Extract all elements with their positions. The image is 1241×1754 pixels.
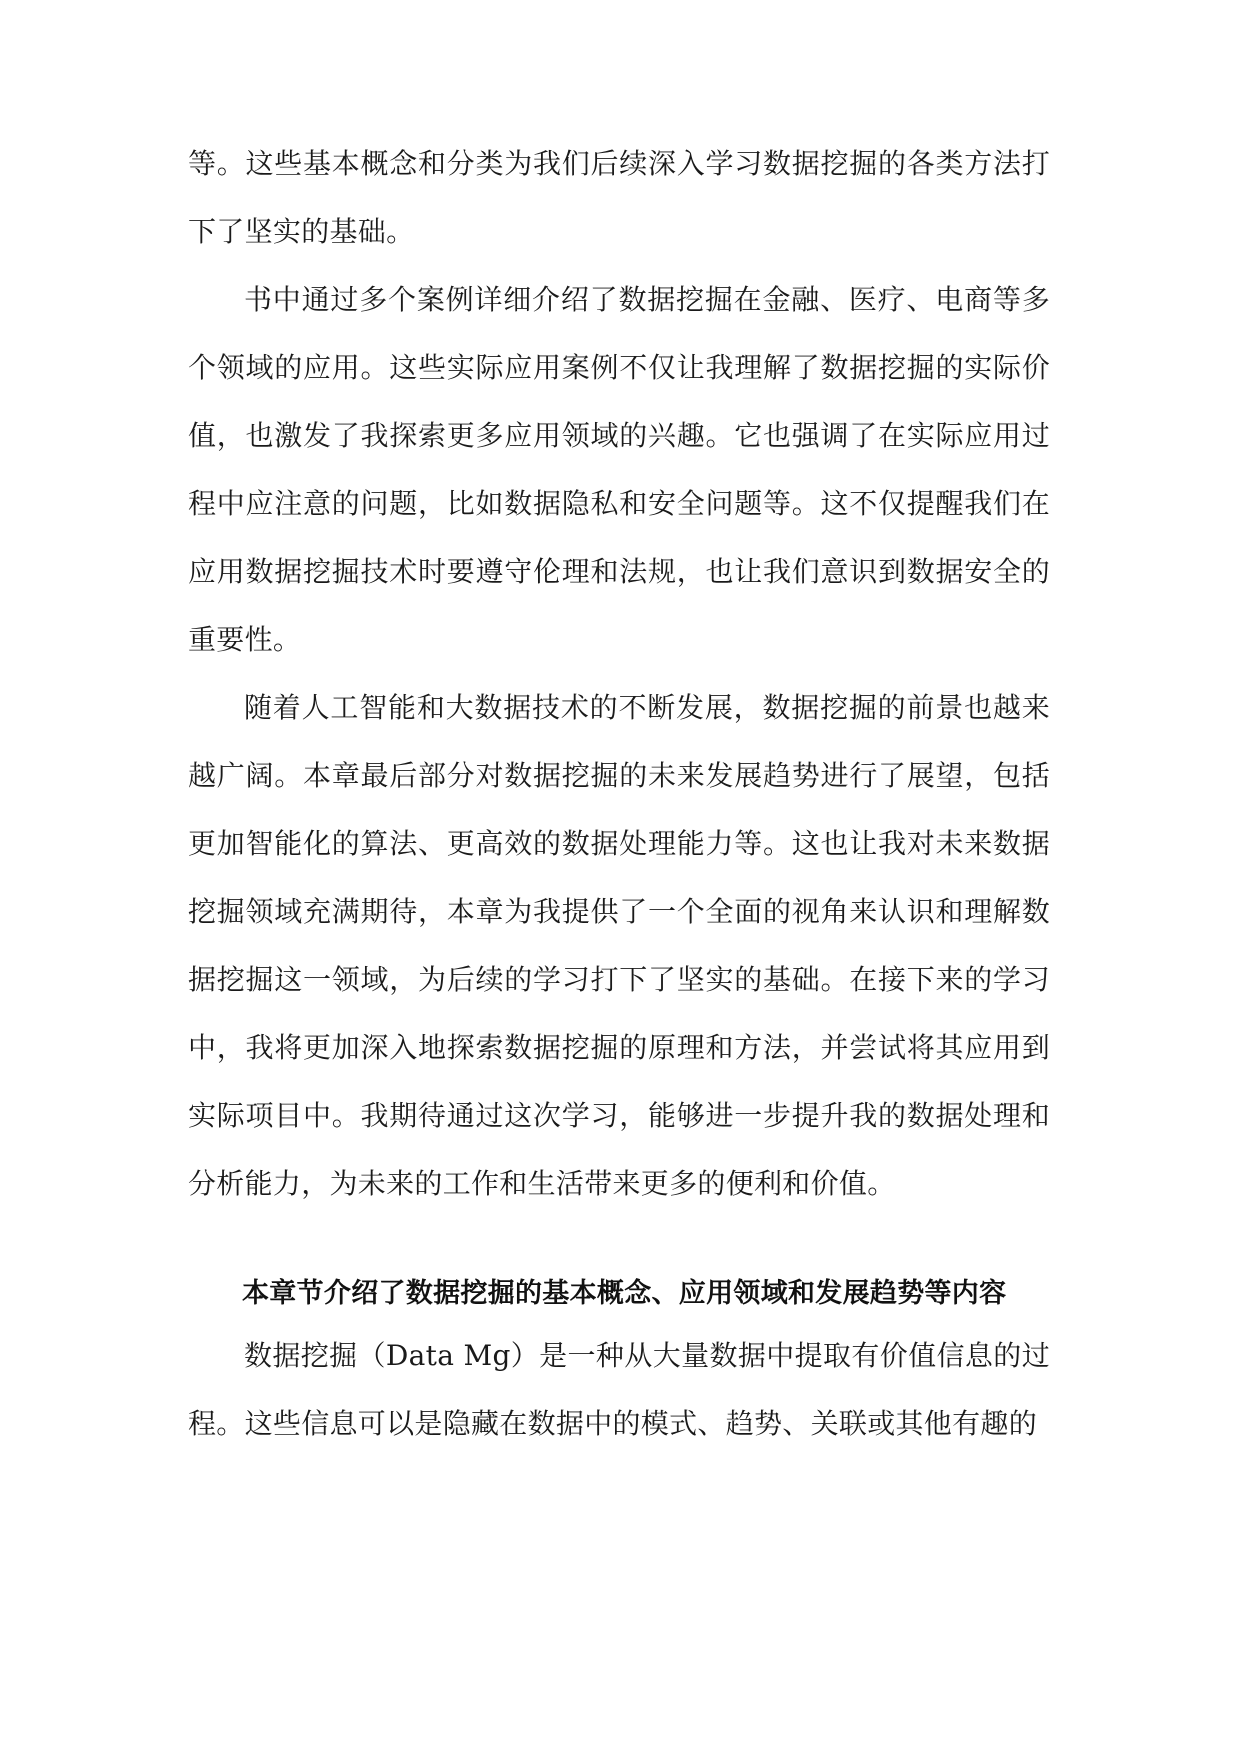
paragraph-definition: 数据挖掘（Data Mg）是一种从大量数据中提取有价值信息的过程。这些信息可以是隐藏在数据中的模式、趋势、关联或其他有趣的: [188, 1339, 1050, 1440]
paragraph-continuation: 等。这些基本概念和分类为我们后续深入学习数据挖掘的各类方法打下了坚实的基础。: [188, 147, 1050, 248]
document-body: [188, 130, 1050, 1458]
section-heading: 本章节介绍了数据挖掘的基本概念、应用领域和发展趋势等内容: [242, 1278, 1007, 1309]
paragraph-applications: 书中通过多个案例详细介绍了数据挖掘在金融、医疗、电商等多个领域的应用。这些实际应用案例不仅让我理解了数据挖掘的实际价值，也激发了我探索更多应用领域的兴趣。它也强调了在实际应用过程中应注意的问题，比如数据隐私和安全问题等。这不仅提醒我们在应用数据挖掘技术时要遵守伦理和法规，也让我们意识到数据安全的重要性。: [188, 283, 1050, 656]
paragraph-future-trends: 随着人工智能和大数据技术的不断发展，数据挖掘的前景也越来越广阔。本章最后部分对数据挖掘的未来发展趋势进行了展望，包括更加智能化的算法、更高效的数据处理能力等。这也让我对未来数据挖掘领域充满期待，本章为我提供了一个全面的视角来认识和理解数据挖掘这一领域，为后续的学习打下了坚实的基础。在接下来的学习中，我将更加深入地探索数据挖掘的原理和方法，并尝试将其应用到实际项目中。我期待通过这次学习，能够进一步提升我的数据处理和分析能力，为未来的工作和生活带来更多的便利和价值。: [188, 691, 1050, 1200]
